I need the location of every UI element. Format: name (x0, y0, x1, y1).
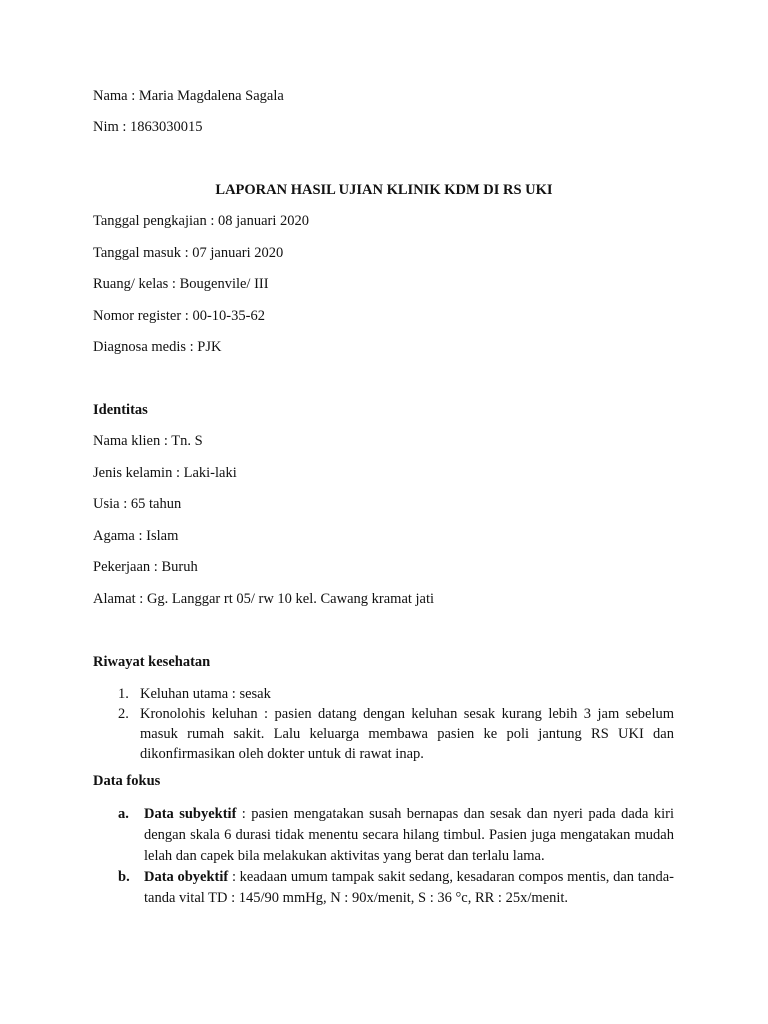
student-nim: Nim : 1863030015 (93, 119, 203, 135)
list-item-text: : pasien mengatakan susah bernapas dan sesak dan nyeri pada dada kiri dengan skala 6 durasi tidak menentu secara hilang timbul. Pasien juga mengatakan mudah lelah dan capek bila melakukan aktivitas yang berat dan terlalu lama. (144, 806, 674, 864)
list-item-label: Data obyektif (144, 869, 229, 885)
list-item (118, 804, 674, 867)
list-item (118, 684, 674, 704)
identitas-pekerjaan: Pekerjaan : Buruh (93, 559, 198, 575)
report-title: LAPORAN HASIL UJIAN KLINIK KDM DI RS UKI (215, 182, 553, 198)
data-fokus-list (118, 804, 674, 909)
list-item (118, 704, 674, 764)
info-tanggal-pengkajian: Tanggal pengkajian : 08 januari 2020 (93, 213, 310, 229)
list-marker: 2. (118, 706, 129, 722)
info-tanggal-masuk: Tanggal masuk : 07 januari 2020 (93, 245, 284, 261)
identitas-alamat: Alamat : Gg. Langgar rt 05/ rw 10 kel. Cawang kramat jati (93, 591, 435, 607)
section-heading-riwayat: Riwayat kesehatan (93, 654, 211, 670)
list-marker: 1. (118, 686, 129, 702)
identitas-agama: Agama : Islam (93, 528, 179, 544)
student-name: Nama : Maria Magdalena Sagala (93, 88, 284, 104)
list-marker: a. (118, 806, 129, 822)
riwayat-list (118, 684, 674, 764)
info-diagnosa-medis: Diagnosa medis : PJK (93, 339, 222, 355)
list-item-text: : keadaan umum tampak sakit sedang, kesadaran compos mentis, dan tanda-tanda vital TD : 145/90 mmHg, N : 90x/menit, S : 36 °c, RR : 25x/menit. (144, 869, 674, 906)
section-heading-data-fokus: Data fokus (93, 773, 161, 789)
list-item (118, 867, 674, 909)
identitas-jenis-kelamin: Jenis kelamin : Laki-laki (93, 465, 237, 481)
info-ruang-kelas: Ruang/ kelas : Bougenvile/ III (93, 276, 269, 292)
list-item-text: Keluhan utama : sesak (140, 686, 271, 702)
identitas-nama-klien: Nama klien : Tn. S (93, 433, 203, 449)
list-item-label: Data subyektif (144, 806, 237, 822)
identitas-usia: Usia : 65 tahun (93, 496, 182, 512)
section-heading-identitas: Identitas (93, 402, 148, 418)
info-nomor-register: Nomor register : 00-10-35-62 (93, 308, 265, 324)
list-item-text: Kronolohis keluhan : pasien datang dengan keluhan sesak kurang lebih 3 jam sebelum masuk rumah sakit. Lalu keluarga membawa pasien ke poli jantung RS UKI dan dikonfirmasikan oleh dokter untuk di rawat inap. (140, 706, 674, 762)
list-marker: b. (118, 869, 130, 885)
